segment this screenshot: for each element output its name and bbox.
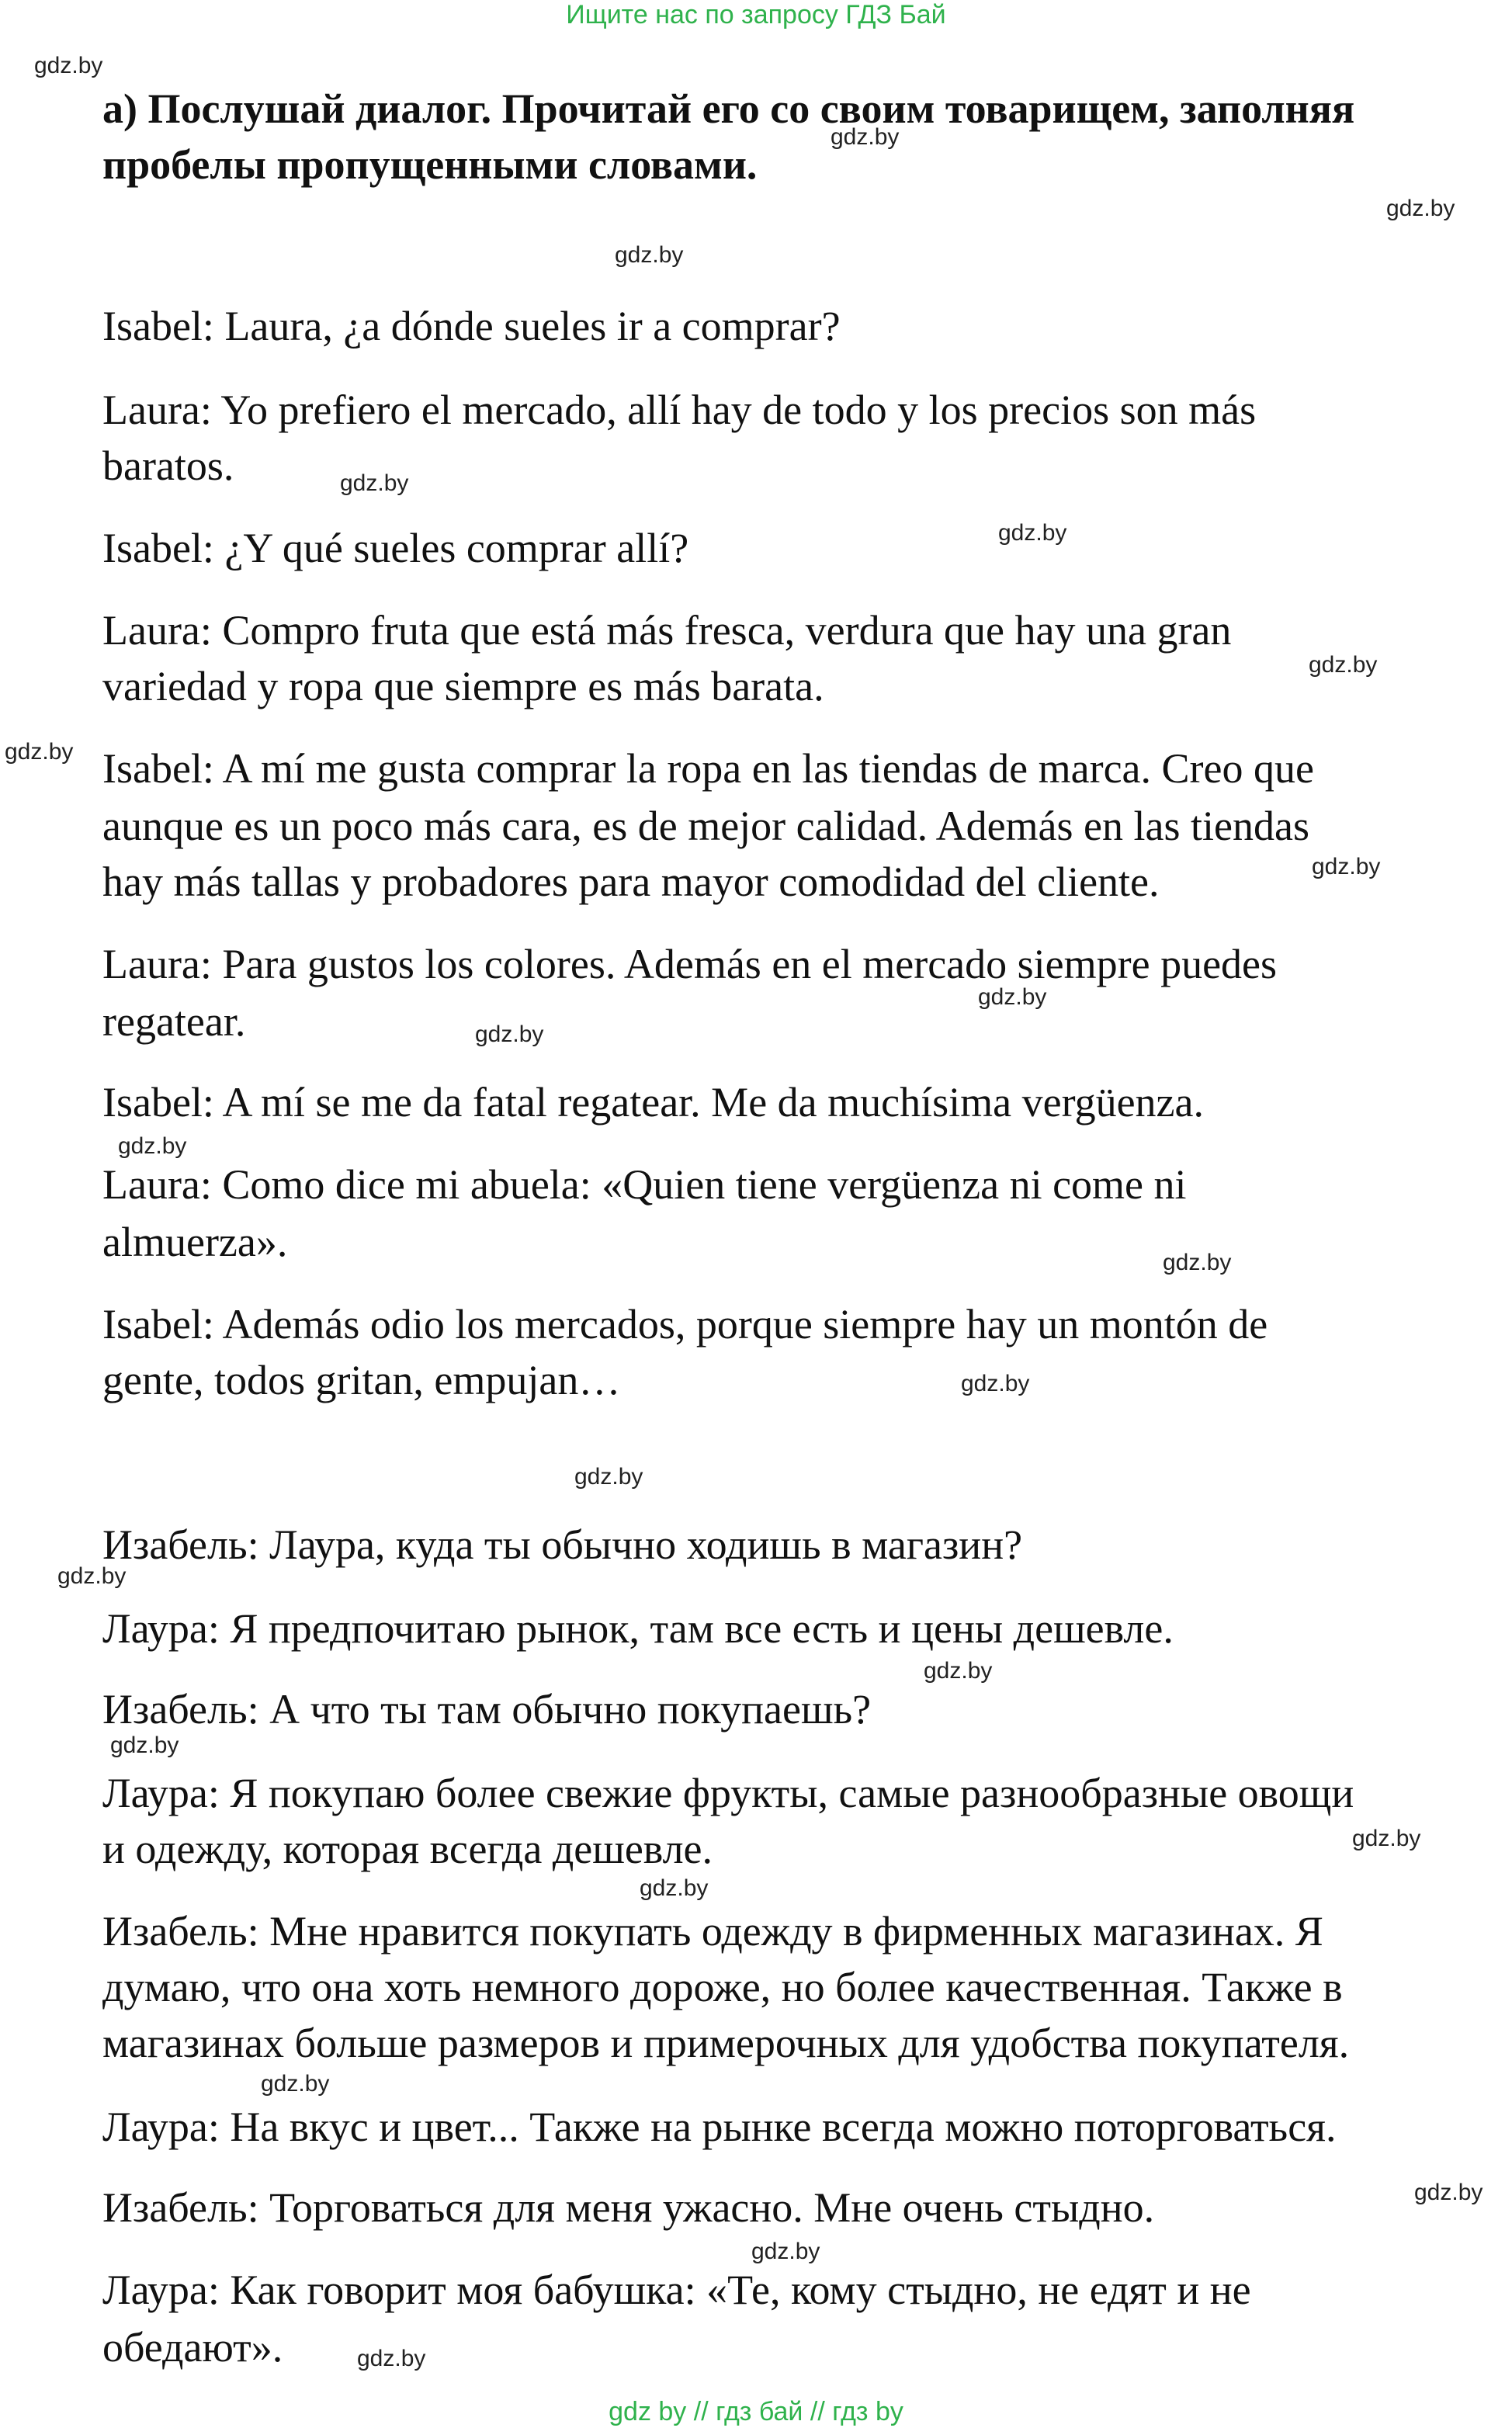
dialog-ru-line: Изабель: А что ты там обычно покупаешь?	[102, 1686, 872, 1733]
dialog-es-line: Laura: Para gustos los colores. Además en el mercado siempre puedes	[102, 941, 1278, 987]
watermark: gdz.by	[1312, 854, 1381, 880]
watermark: gdz.by	[924, 1658, 993, 1684]
dialog-es-line: variedad y ropa que siempre es más barata.	[102, 663, 824, 709]
dialog-es-line: Isabel: A mí se me da fatal regatear. Me da muchísima vergüenza.	[102, 1079, 1204, 1126]
watermark: gdz.by	[118, 1133, 187, 1160]
watermark: gdz.by	[261, 2071, 330, 2097]
watermark: gdz.by	[1386, 196, 1455, 222]
watermark: gdz.by	[1309, 652, 1378, 678]
dialog-es-line: hay más tallas y probadores para mayor comodidad del cliente.	[102, 858, 1160, 905]
watermark: gdz.by	[961, 1371, 1030, 1397]
watermark: gdz.by	[1414, 2180, 1483, 2206]
dialog-es-line: Laura: Compro fruta que está más fresca, verdura que hay una gran	[102, 607, 1232, 654]
dialog-ru-line: Изабель: Торговаться для меня ужасно. Мне очень стыдно.	[102, 2184, 1155, 2231]
watermark: gdz.by	[5, 739, 74, 765]
dialog-es-line: Isabel: ¿Y qué sueles comprar allí?	[102, 525, 689, 571]
page-footer: gdz by // гдз бай // гдз by	[609, 2397, 903, 2426]
dialog-es-line: Isabel: A mí me gusta comprar la ropa en las tiendas de marca. Creo que	[102, 745, 1314, 792]
dialog-ru-line: магазинах больше размеров и примерочных для удобства покупателя.	[102, 2020, 1350, 2066]
watermark: gdz.by	[978, 984, 1047, 1011]
watermark: gdz.by	[998, 520, 1067, 546]
dialog-ru-line: Лаура: Как говорит моя бабушка: «Те, кому стыдно, не едят и не	[102, 2267, 1251, 2313]
watermark: gdz.by	[57, 1563, 127, 1590]
task-title-line: пробелы пропущенными словами.	[102, 141, 758, 188]
task-heading	[102, 81, 1484, 193]
dialog-es-line: Laura: Como dice mi abuela: «Quien tiene vergüenza ni come ni	[102, 1161, 1187, 1208]
dialog-es-line: regatear.	[102, 998, 246, 1045]
watermark: gdz.by	[34, 53, 103, 79]
search-hint: Ищите нас по запросу ГДЗ Бай	[566, 0, 946, 29]
dialog-ru-line: и одежду, которая всегда дешевле.	[102, 1826, 713, 1872]
watermark: gdz.by	[831, 124, 900, 151]
watermark: gdz.by	[110, 1733, 179, 1759]
dialog-es-line: Isabel: Laura, ¿a dónde sueles ir a comprar?	[102, 303, 841, 349]
watermark: gdz.by	[751, 2239, 820, 2265]
dialog-es-line: gente, todos gritan, empujan…	[102, 1357, 621, 1403]
watermark: gdz.by	[574, 1464, 643, 1490]
watermark: gdz.by	[640, 1875, 709, 1902]
task-title-line: а) Послушай диалог. Прочитай его со своим товарищем, заполняя	[102, 85, 1355, 132]
dialog-ru-line: обедают».	[102, 2324, 283, 2371]
dialog-es-line: baratos.	[102, 442, 234, 489]
dialog-es-line: Laura: Yo prefiero el mercado, allí hay de todo y los precios son más	[102, 387, 1257, 433]
dialog-es-line: aunque es un poco más cara, es de mejor calidad. Además en las tiendas	[102, 803, 1309, 849]
dialog-ru-line: Лаура: На вкус и цвет... Также на рынке всегда можно поторговаться.	[102, 2104, 1337, 2150]
watermark: gdz.by	[1163, 1250, 1232, 1276]
watermark: gdz.by	[1352, 1826, 1421, 1852]
dialog-es-line: almuerza».	[102, 1219, 288, 1265]
dialog-ru-line: думаю, что она хоть немного дороже, но более качественная. Также в	[102, 1964, 1343, 2010]
dialog-ru-line: Изабель: Лаура, куда ты обычно ходишь в магазин?	[102, 1521, 1023, 1568]
dialog-ru-line: Лаура: Я предпочитаю рынок, там все есть и цены дешевле.	[102, 1605, 1174, 1652]
watermark: gdz.by	[475, 1021, 544, 1048]
dialog-ru-line: Изабель: Мне нравится покупать одежду в фирменных магазинах. Я	[102, 1908, 1323, 1955]
dialog-ru-line: Лаура: Я покупаю более свежие фрукты, самые разнообразные овощи	[102, 1770, 1354, 1816]
watermark: gdz.by	[340, 470, 409, 497]
watermark: gdz.by	[357, 2346, 426, 2372]
dialog-es-line: Isabel: Además odio los mercados, porque siempre hay un montón de	[102, 1301, 1268, 1348]
watermark: gdz.by	[615, 242, 684, 269]
